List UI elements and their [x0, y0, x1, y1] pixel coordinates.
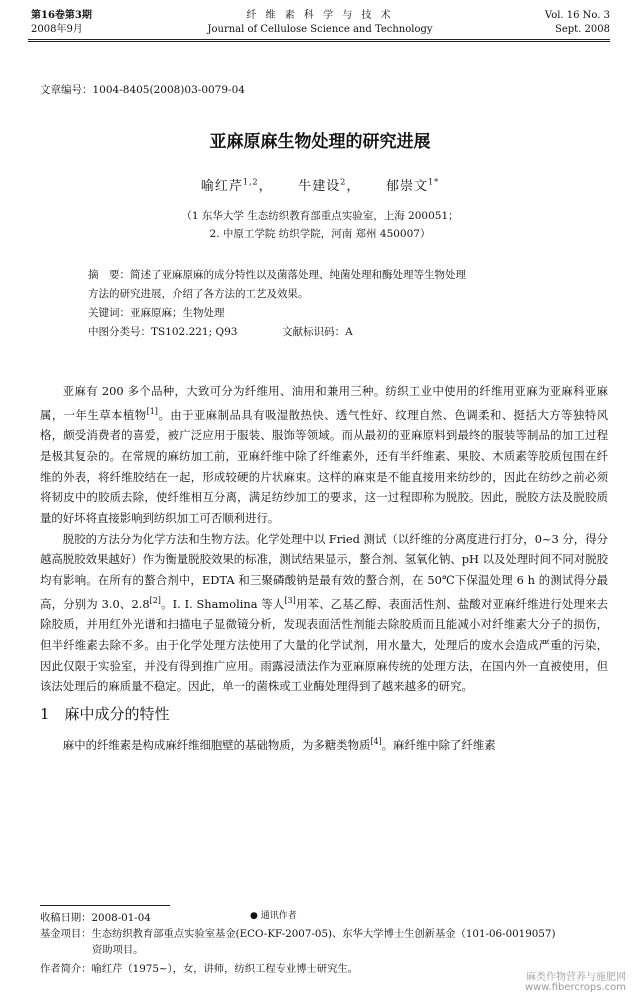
header-rule-2: [28, 41, 610, 42]
fund-info-cont: 资助项目。: [92, 944, 144, 956]
author-affiliation-mark: 1,2: [242, 177, 259, 187]
paragraph-text: 。由于亚麻制品具有吸湿散热快、透气性好、纹理自然、色调柔和、挺括大方等独特风格，颇受消费者的喜爱，被广泛应用于服装、服饰等领域。而从最初的亚麻原料到最终的服装等制品的加工过程是极其复杂的。在常规的麻纺加工前，亚麻纤维中除了纤维素外，还有半纤维素、果胶、木质素等胶质包围在纤维的外表，将纤维胶结在一起，形成较硬的片状麻束。这样的麻束是不能直接用来纺纱的，因此在纺纱之前必须将韧皮中的胶质去除，使纤维相互分离，满足纺纱加工的要求，这一过程即称为脱胶。因此，脱胶方法及脱胶质量的好坏将直接影响到纺织加工可否顺利进行。: [40, 407, 608, 526]
issue-date: 2008年9月: [31, 24, 83, 35]
journal-name-cn: 纤 维 素 科 学 与 技 术: [246, 10, 394, 21]
keywords: 关键词：亚麻原麻；生物处理: [88, 307, 225, 319]
footnotes: [40, 910, 620, 977]
author-bio: 作者简介：喻红芹（1975~），女，讲师，纺织工程专业博士研究生。: [40, 963, 358, 975]
abstract-block: [88, 266, 558, 342]
fund-info: 基金项目：生态纺织教育部重点实验室基金(ECO-KF-2007-05)、东华大学博士生创新基金（101-06-0019057): [40, 928, 556, 940]
paragraph-text: 麻中的纤维素是构成麻纤维细胞壁的基础物质，为多糖类物质: [62, 737, 371, 752]
abstract-text: 方法的研究进展，介绍了各方法的工艺及效果。: [88, 288, 309, 300]
section-heading: 1 麻中成分的特性: [40, 705, 170, 724]
paragraph: [40, 732, 608, 756]
author-affiliation-mark: 2: [340, 177, 347, 187]
citation: [1]: [146, 406, 158, 416]
citation: [3]: [284, 595, 296, 605]
citation: [4]: [370, 736, 382, 746]
citation: [2]: [149, 595, 161, 605]
clc-number: 中图分类号：TS102.221; Q93: [88, 326, 238, 338]
body-text: [40, 381, 608, 755]
paragraph-text: 用苯、乙基乙醇、表面活性剂、盐酸对亚麻纤维进行处理来去除胶质，并用红外光谱和扫描电子显微镜分析，发现表面活性剂能去除胶质而且能减小对纤维素大分子的损伤，但半纤维素去除不多。由于化学处理方法使用了大量的化学试剂，用水量大，处理后的废水会造成严重的污染，因此仅限于实验室，并没有得到推广应用。雨露浸渍法作为亚麻原麻传统的处理方法，在国内外一直被使用，但该法处理后的麻质量不稳定。因此，单一的菌株或工业酶处理得到了越来越多的研究。: [40, 596, 609, 694]
paragraph: [40, 381, 608, 529]
watermark-url: www.fibercrops.com: [524, 982, 626, 993]
footnote-rule: [40, 905, 170, 906]
journal-name-en: Journal of Cellulose Science and Technology: [207, 24, 433, 35]
header-rule: [28, 39, 610, 40]
paragraph-text: 。I. I. Shamolina 等人: [160, 596, 285, 611]
paragraph-text: 亚麻有 200 多个品种，大致可分为纤维用、油用和兼用三种。纺织工业中使用的纤维用亚麻为亚麻科亚麻属，一年生草本植物: [40, 384, 608, 422]
volume-issue-en: Vol. 16 No. 3: [544, 10, 610, 21]
author-name: 牛建设: [298, 179, 341, 194]
classification-line: [88, 323, 558, 342]
author-affiliation-mark: 1*: [428, 177, 440, 187]
author-name: 郁崇文: [386, 179, 429, 194]
paragraph-text: 脱胶的方法分为化学方法和生物方法。化学处理中以 Fried 测试（以纤维的分离度进行打分，0~3 分，得分越高脱胶效果越好）作为衡量脱胶效果的标准，测试结果显示，螯合剂、氢氧化钠、pH 以及处理时间不同对脱胶均有影响。在所有的螯合剂中，EDTA 和三聚磷酸钠是最有效的螯合剂，在 50℃下保温处理 6 h 的测试得分最高，分别为 3.0、2.8: [40, 531, 608, 611]
paragraph: [40, 529, 608, 697]
volume-issue: 第16卷第3期: [31, 10, 92, 21]
author-name: 喻红芹: [200, 179, 243, 194]
issue-date-en: Sept. 2008: [555, 24, 610, 35]
affiliation-line: （1 东华大学 生态纺织教育部重点实验室，上海 200051；: [181, 210, 459, 222]
corresponding-author-note: ● 通讯作者: [250, 911, 297, 921]
watermark-cn: 麻类作物营养与施肥网: [526, 972, 626, 983]
abstract-text: 摘 要：简述了亚麻原麻的成分特性以及菌落处理、纯菌处理和酶处理等生物处理: [88, 269, 466, 281]
author-list: 喻红芹$^{1,2}$， 牛建设$^2$， 郁崇文$^{1*}$: [200, 177, 440, 194]
affiliation-line: 2. 中原工学院 纺织学院，河南 郑州 450007）: [209, 228, 431, 240]
document-code: 文献标识码：A: [282, 326, 353, 338]
paragraph-text: 。麻纤维中除了纤维素: [381, 737, 496, 752]
article-number: 文章编号：1004-8405(2008)03-0079-04: [40, 84, 245, 96]
paper-title: 亚麻原麻生物处理的研究进展: [209, 132, 431, 152]
received-date: 收稿日期：2008-01-04: [40, 912, 151, 924]
